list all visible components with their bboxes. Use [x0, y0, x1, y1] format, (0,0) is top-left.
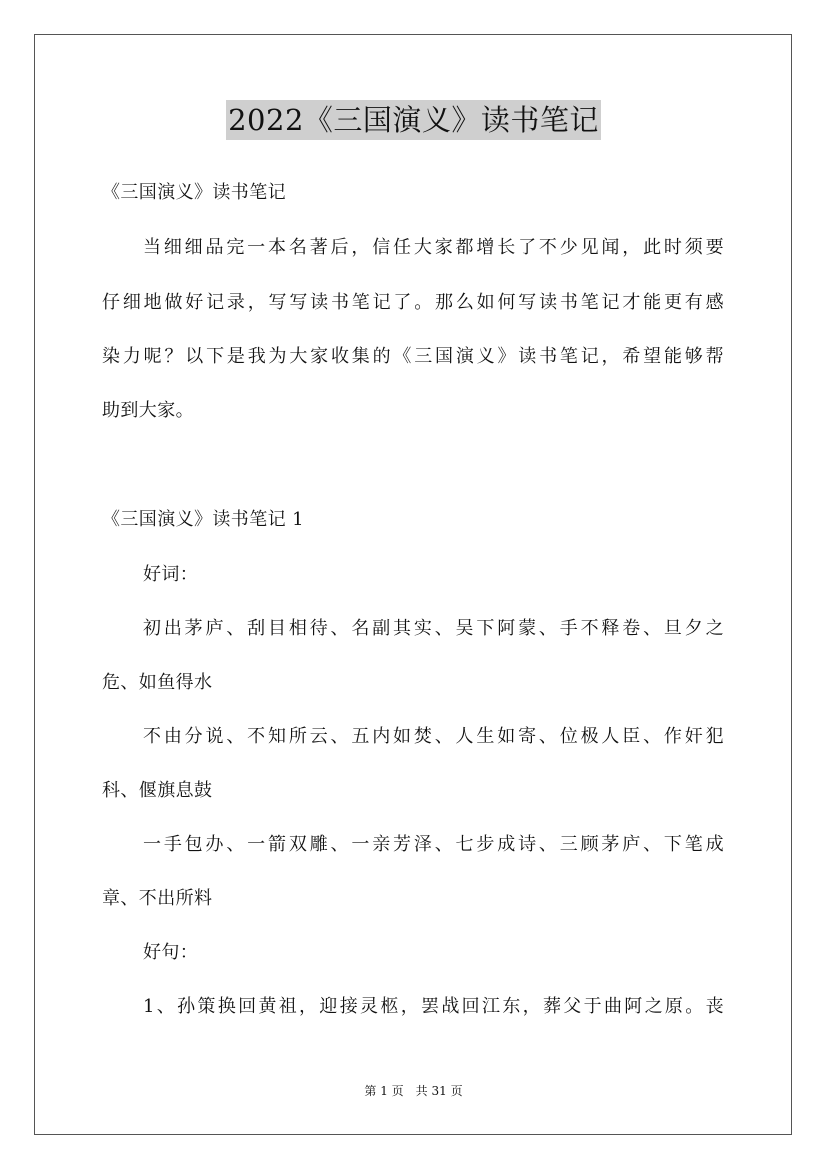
sentence-line-1: 1、孙策换回黄祖，迎接灵柩，罢战回江东，葬父于曲阿之原。丧	[143, 996, 724, 1017]
words-line-3a: 一手包办、一箭双雕、一亲芳泽、七步成诗、三顾茅庐、下笔成	[143, 834, 724, 855]
intro-line-1: 当细细品完一本名著后，信任大家都增长了不少见闻，此时须要	[143, 237, 724, 258]
words-line-3b: 章、不出所料	[102, 888, 213, 909]
words-line-1b: 危、如鱼得水	[102, 672, 213, 693]
words-line-2b: 科、偃旗息鼓	[102, 780, 213, 801]
page-footer: 第 1 页 共 31 页	[364, 1084, 463, 1098]
title-container	[0, 100, 827, 140]
intro-line-2: 仔细地做好记录，写写读书笔记了。那么如何写读书笔记才能更有感	[102, 292, 724, 313]
words-line-2a: 不由分说、不知所云、五内如焚、人生如寄、位极人臣、作奸犯	[143, 726, 724, 747]
subtitle: 《三国演义》读书笔记	[102, 182, 286, 203]
good-words-label: 好词：	[143, 564, 199, 585]
good-sentences-label: 好句：	[143, 942, 199, 963]
intro-line-3: 染力呢？以下是我为大家收集的《三国演义》读书笔记，希望能够帮	[102, 346, 724, 367]
section-heading: 《三国演义》读书笔记 1	[102, 509, 304, 530]
document-title: 2022《三国演义》读书笔记	[226, 100, 601, 140]
intro-line-4: 助到大家。	[102, 400, 194, 421]
words-line-1a: 初出茅庐、刮目相待、名副其实、吴下阿蒙、手不释卷、旦夕之	[143, 618, 724, 639]
